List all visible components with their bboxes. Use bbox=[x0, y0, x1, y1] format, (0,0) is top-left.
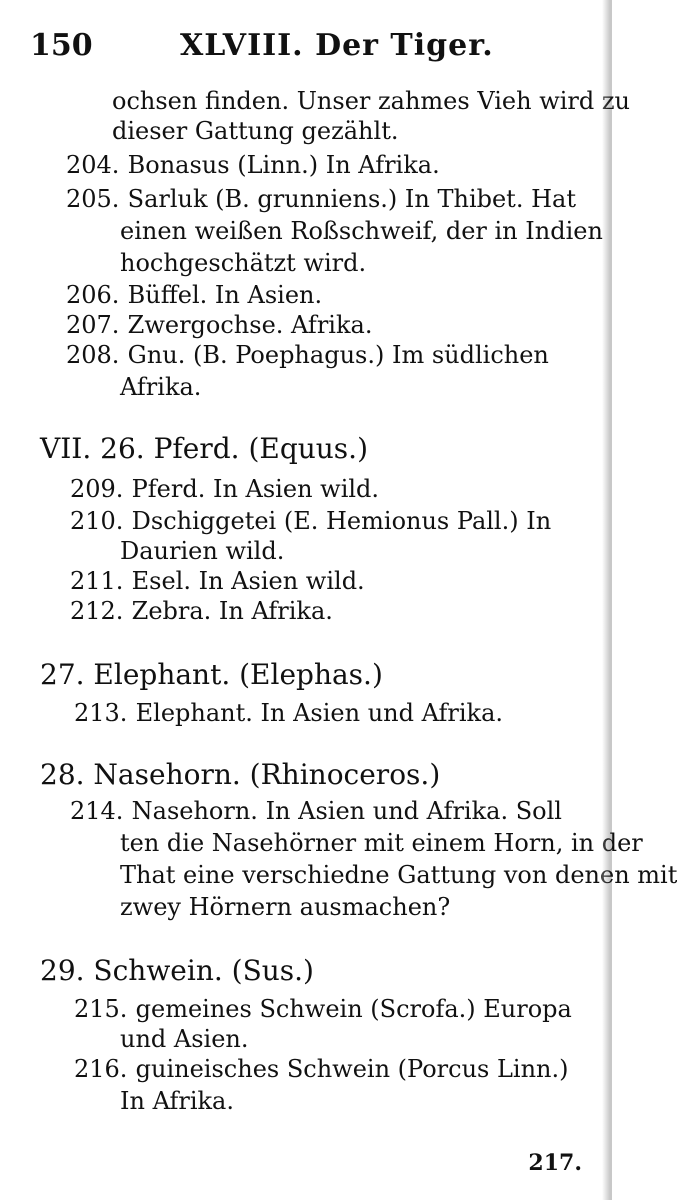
entry-text: Zwergochse. Afrika. bbox=[127, 311, 373, 339]
running-title: XLVIII. Der Tiger. bbox=[180, 28, 494, 63]
entry-number: 213. bbox=[74, 699, 128, 727]
entry-text: gemeines Schwein (Scrofa.) Europa bbox=[135, 995, 572, 1023]
entry-text: Pferd. In Asien wild. bbox=[131, 475, 380, 503]
page-edge-shadow bbox=[602, 0, 612, 1200]
entry-number: 207. bbox=[66, 311, 120, 339]
entry-text: Bonasus (Linn.) In Afrika. bbox=[127, 151, 440, 179]
entry-text: Gnu. (B. Poephagus.) Im südlichen bbox=[127, 341, 549, 369]
entry-216 bbox=[74, 1054, 569, 1084]
entry-207 bbox=[66, 310, 372, 340]
entry-211 bbox=[70, 566, 365, 596]
text-line: dieser Gattung gezählt. bbox=[112, 117, 399, 145]
text-line: hochgeschätzt wird. bbox=[120, 249, 367, 277]
genus-heading: 28. Nasehorn. (Rhinoceros.) bbox=[40, 758, 441, 791]
entry-214 bbox=[70, 796, 562, 826]
entry-210 bbox=[70, 506, 551, 536]
entry-number: 209. bbox=[70, 475, 124, 503]
entry-number: 211. bbox=[70, 567, 124, 595]
entry-number: 210. bbox=[70, 507, 124, 535]
entry-number: 215. bbox=[74, 995, 128, 1023]
entry-number: 214. bbox=[70, 797, 124, 825]
entry-208 bbox=[66, 340, 549, 370]
entry-text: Zebra. In Afrika. bbox=[131, 597, 333, 625]
entry-209 bbox=[70, 474, 379, 504]
entry-text: Elephant. In Asien und Afrika. bbox=[135, 699, 504, 727]
text-line: und Asien. bbox=[120, 1025, 249, 1053]
entry-text: Sarluk (B. grunniens.) In Thibet. Hat bbox=[127, 185, 576, 213]
catchword: 217. bbox=[528, 1150, 582, 1176]
text-line: In Afrika. bbox=[120, 1087, 234, 1115]
entry-206 bbox=[66, 280, 322, 310]
entry-212 bbox=[70, 596, 333, 626]
page-number: 150 bbox=[30, 28, 93, 63]
entry-text: Büffel. In Asien. bbox=[127, 281, 323, 309]
entry-204 bbox=[66, 150, 440, 180]
entry-213 bbox=[74, 698, 503, 728]
genus-heading: VII. 26. Pferd. (Equus.) bbox=[40, 432, 369, 465]
genus-heading: 29. Schwein. (Sus.) bbox=[40, 954, 314, 987]
genus-heading: 27. Elephant. (Elephas.) bbox=[40, 658, 383, 691]
entry-number: 204. bbox=[66, 151, 120, 179]
text-line: zwey Hörnern ausmachen? bbox=[120, 893, 451, 921]
text-line: einen weißen Roßschweif, der in Indien bbox=[120, 217, 603, 245]
entry-number: 216. bbox=[74, 1055, 128, 1083]
entry-text: Nasehorn. In Asien und Afrika. Soll bbox=[131, 797, 562, 825]
running-header bbox=[30, 22, 598, 68]
entry-number: 208. bbox=[66, 341, 120, 369]
text-line: ten die Nasehörner mit einem Horn, in der bbox=[120, 829, 643, 857]
entry-215 bbox=[74, 994, 572, 1024]
text-line: ochsen finden. Unser zahmes Vieh wird zu bbox=[112, 87, 630, 115]
entry-text: guineisches Schwein (Porcus Linn.) bbox=[135, 1055, 569, 1083]
text-line: Daurien wild. bbox=[120, 537, 285, 565]
entry-number: 205. bbox=[66, 185, 120, 213]
entry-205 bbox=[66, 184, 576, 214]
entry-text: Esel. In Asien wild. bbox=[131, 567, 365, 595]
entry-number: 206. bbox=[66, 281, 120, 309]
text-line: Afrika. bbox=[120, 373, 202, 401]
text-line: That eine verschiedne Gattung von denen mit bbox=[120, 861, 677, 889]
entry-number: 212. bbox=[70, 597, 124, 625]
entry-text: Dschiggetei (E. Hemionus Pall.) In bbox=[131, 507, 552, 535]
